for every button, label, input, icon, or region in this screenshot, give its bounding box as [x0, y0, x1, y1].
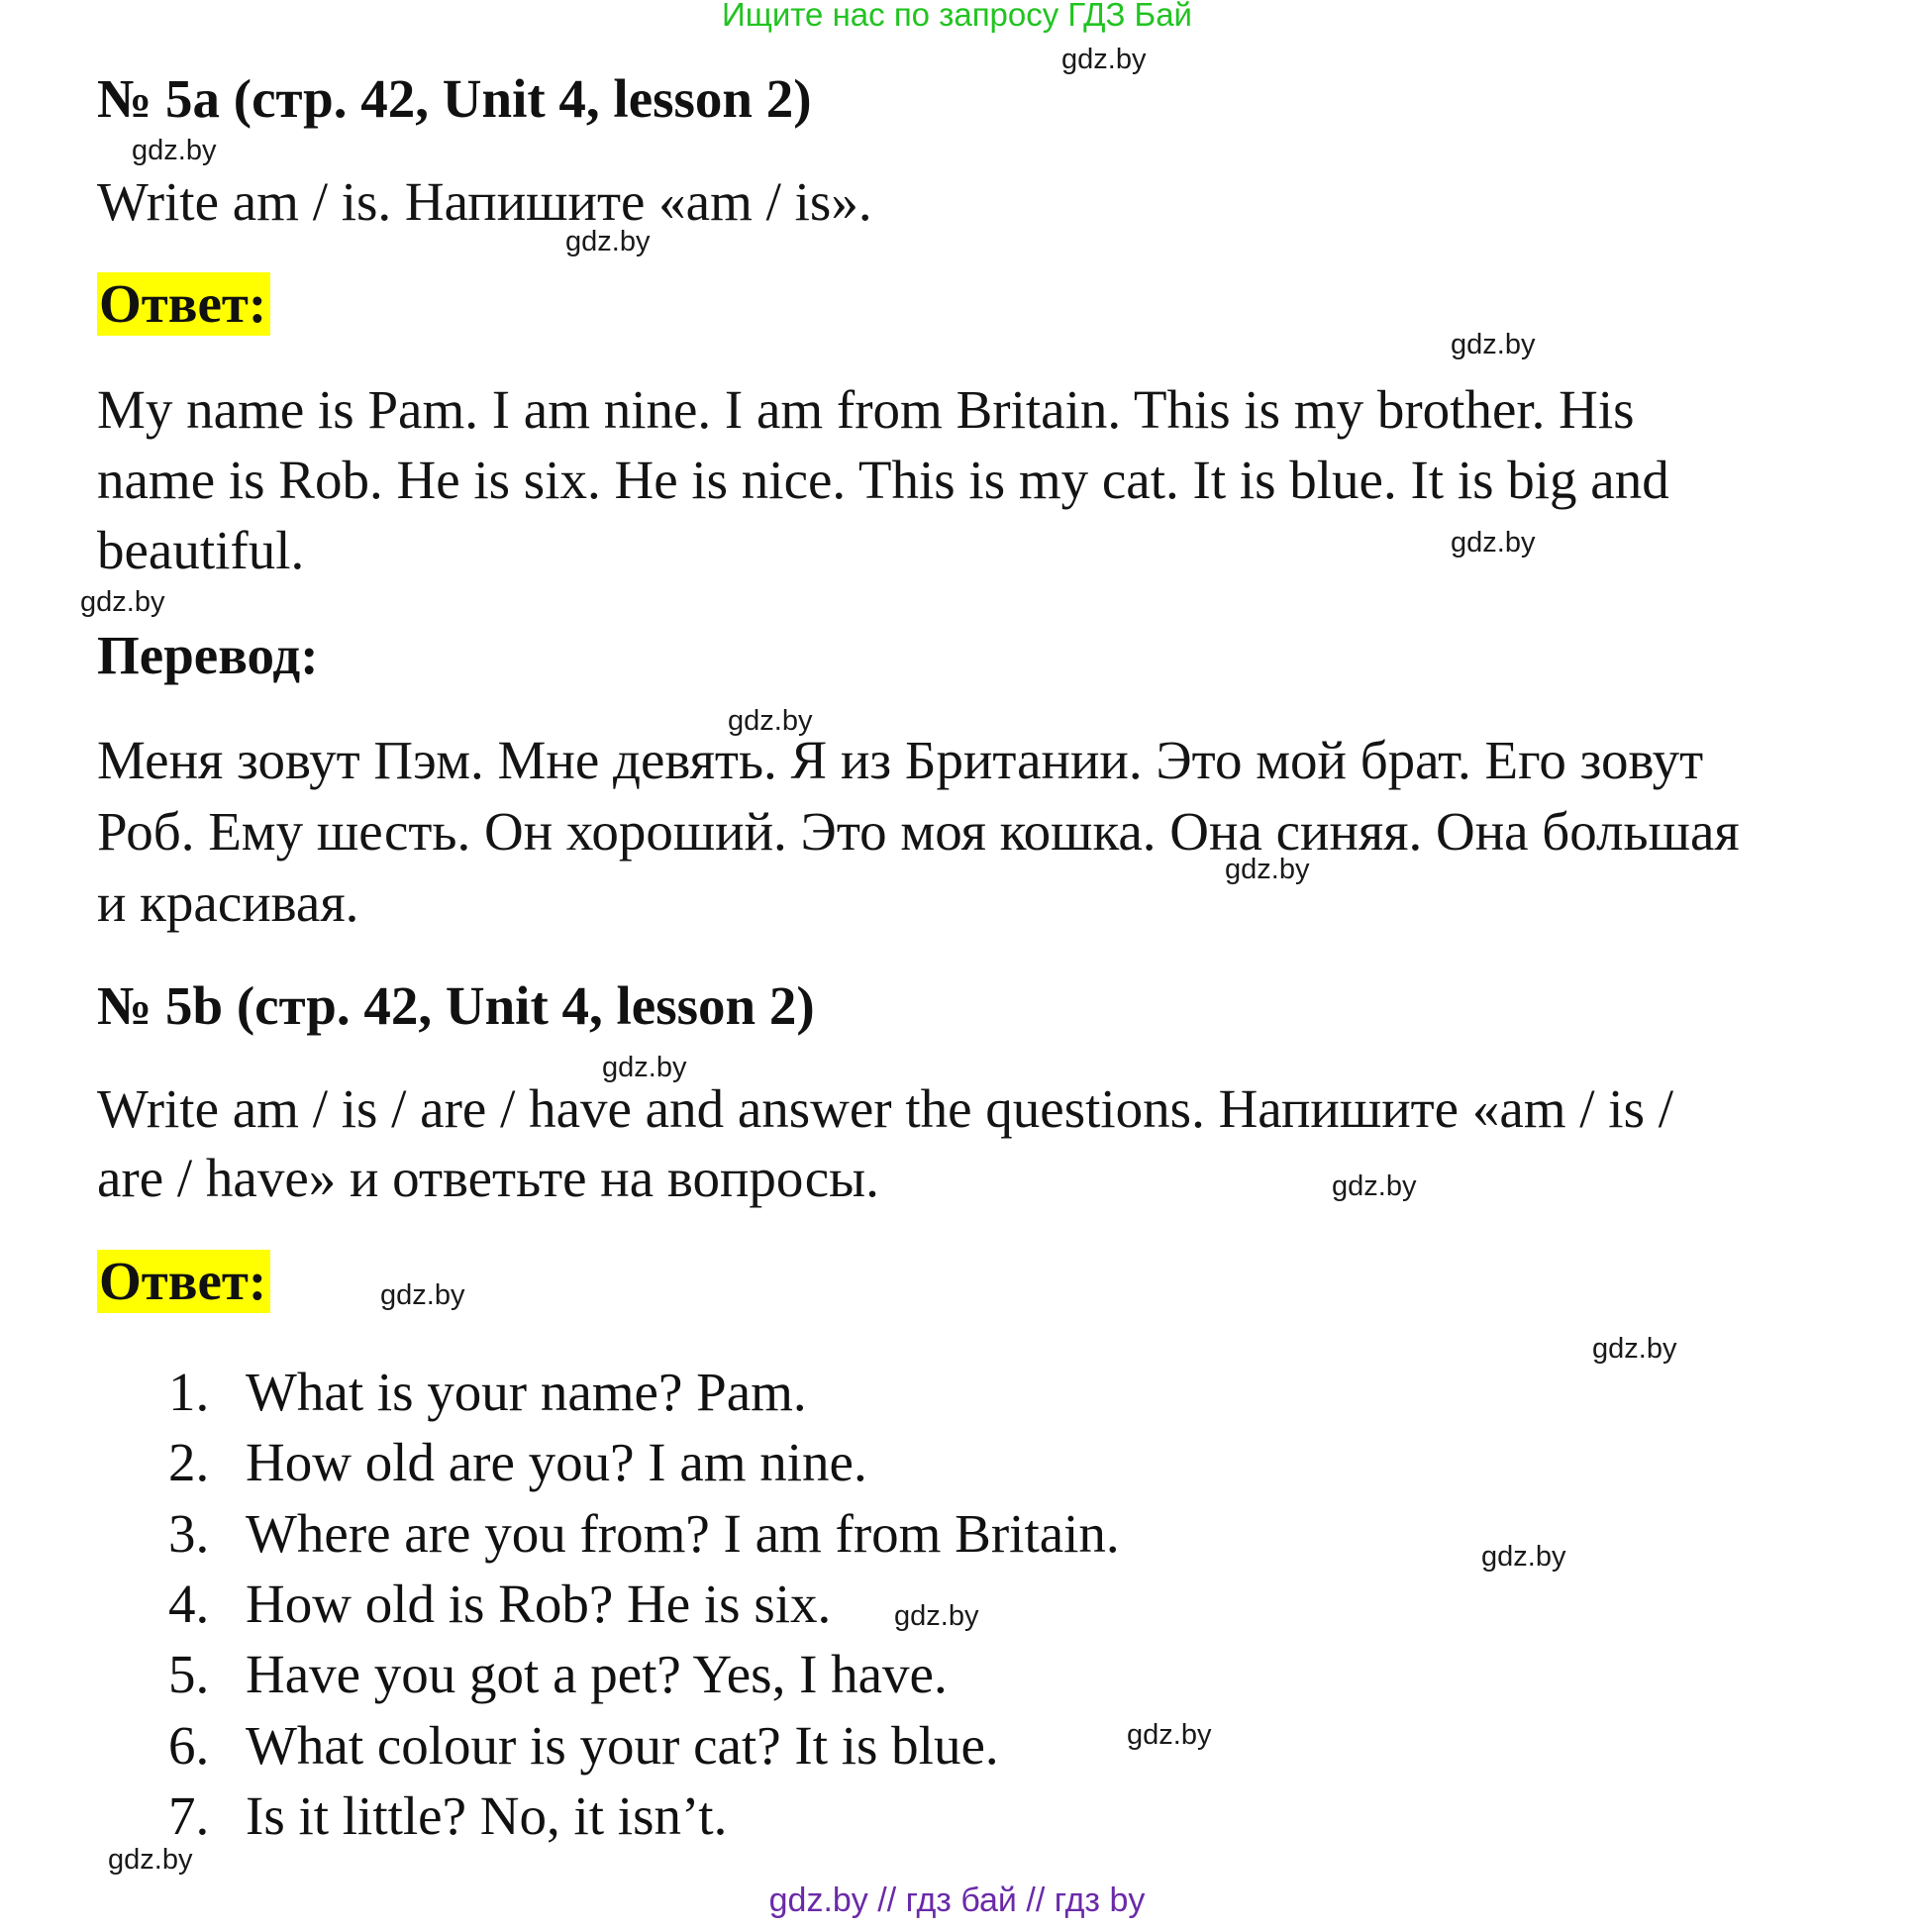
footer-links[interactable]: gdz.by // гдз бай // гдз by: [768, 1881, 1146, 1919]
watermark: gdz.by: [1127, 1719, 1212, 1751]
answer-text: How old is Rob? He is six.: [246, 1574, 832, 1634]
answer-text: What colour is your cat? It is blue.: [246, 1715, 999, 1776]
exercise-5a-translation-label: Перевод:: [97, 625, 319, 685]
exercise-5a-answer-label: Ответ:: [97, 272, 270, 336]
watermark: gdz.by: [1592, 1333, 1677, 1365]
exercise-5a-answer-line: My name is Pam. I am nine. I am from Britain. This is my brother. His: [97, 379, 1635, 440]
answer-number: 4.: [168, 1574, 210, 1634]
exercise-5a-heading: № 5a (стр. 42, Unit 4, lesson 2): [97, 68, 812, 129]
watermark: gdz.by: [380, 1279, 465, 1311]
watermark: gdz.by: [894, 1600, 979, 1632]
watermark: gdz.by: [1332, 1170, 1417, 1202]
answer-number: 2.: [168, 1432, 210, 1492]
watermark: gdz.by: [1451, 527, 1536, 559]
answer-text: How old are you? I am nine.: [246, 1432, 867, 1492]
exercise-5a-translation-line: Роб. Ему шесть. Он хороший. Это моя кошка. Она синяя. Она большая: [97, 801, 1740, 862]
watermark: gdz.by: [1451, 329, 1536, 360]
top-banner[interactable]: Ищите нас по запросу ГДЗ Бай: [722, 0, 1192, 33]
answer-number: 1.: [168, 1362, 210, 1422]
answer-text: Is it little? No, it isn’t.: [246, 1785, 728, 1846]
exercise-5a-task: Write am / is. Напишите «am / is».: [97, 171, 872, 232]
watermark: gdz.by: [1481, 1541, 1566, 1573]
watermark: gdz.by: [132, 135, 217, 166]
watermark: gdz.by: [1225, 854, 1310, 885]
watermark: gdz.by: [1061, 44, 1147, 75]
answer-number: 7.: [168, 1785, 210, 1846]
watermark: gdz.by: [728, 705, 813, 737]
answer-number: 3.: [168, 1503, 210, 1564]
answer-text: What is your name? Pam.: [246, 1362, 807, 1422]
exercise-5b-task-line: Write am / is / are / have and answer the questions. Напишите «am / is /: [97, 1078, 1674, 1139]
exercise-5a-answer-line: name is Rob. He is six. He is nice. This is my cat. It is blue. It is big and: [97, 450, 1669, 510]
watermark: gdz.by: [108, 1844, 193, 1876]
answer-text: Where are you from? I am from Britain.: [246, 1503, 1120, 1564]
answer-text: Have you got a pet? Yes, I have.: [246, 1644, 948, 1704]
answer-number: 6.: [168, 1715, 210, 1776]
exercise-5a-translation-line: и красивая.: [97, 872, 359, 933]
watermark: gdz.by: [565, 226, 651, 257]
watermark: gdz.by: [602, 1052, 687, 1083]
exercise-5a-translation-line: Меня зовут Пэм. Мне девять. Я из Британии. Это мой брат. Его зовут: [97, 730, 1704, 790]
exercise-5b-task-line: are / have» и ответьте на вопросы.: [97, 1148, 879, 1208]
exercise-5b-heading: № 5b (стр. 42, Unit 4, lesson 2): [97, 975, 815, 1036]
exercise-5b-answer-label: Ответ:: [97, 1250, 270, 1313]
watermark: gdz.by: [80, 586, 165, 618]
exercise-5a-answer-line: beautiful.: [97, 520, 305, 580]
answer-number: 5.: [168, 1644, 210, 1704]
